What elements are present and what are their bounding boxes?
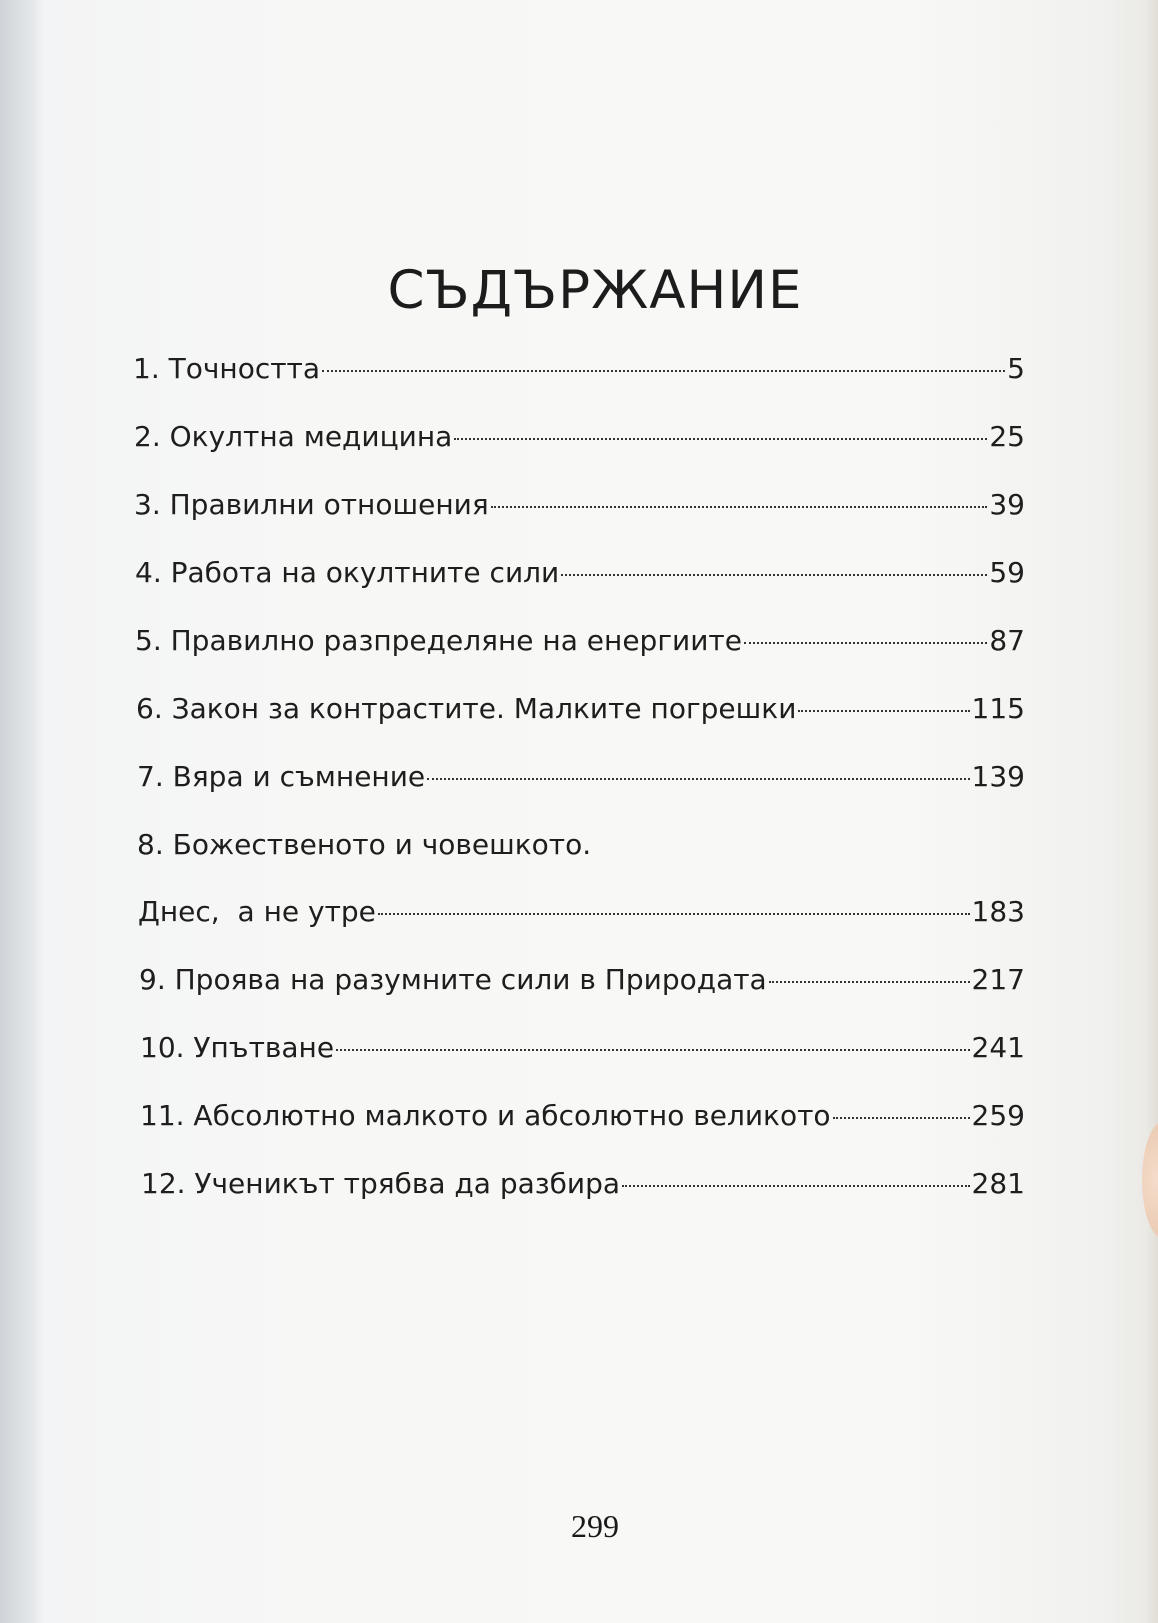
dot-leader [744,642,987,644]
toc-entry-title: 2. Окултна медицина [134,420,453,453]
toc-entry-title: 9. Проява на разумните сили в Природата [139,963,767,996]
toc-entry[interactable] [139,963,1025,996]
toc-entry[interactable] [138,895,1025,928]
toc-entry-page: 259 [971,1099,1025,1132]
toc-entry-title: 6. Закон за контрастите. Малките погрешки [136,692,797,725]
toc-entry[interactable] [134,420,1025,453]
page-title: СЪДЪРЖАНИЕ [387,259,803,321]
toc-entry-title: 4. Работа на окултните сили [135,556,560,589]
toc-entry-page: 115 [971,692,1025,725]
toc-entry-title: 3. Правилни отношения [134,488,489,521]
toc-entry[interactable] [135,556,1025,589]
dot-leader [378,913,970,915]
dot-leader [798,710,969,712]
toc-entry-page: 217 [971,963,1025,996]
toc-entry-title: 11. Абсолютно малкото и абсолютно великото [140,1099,831,1132]
toc-entry[interactable] [134,488,1025,521]
toc-entry-title: 5. Правилно разпределяне на енергиите [135,624,742,657]
toc-entry-page: 39 [989,488,1025,521]
toc-entry[interactable] [141,1167,1025,1200]
toc-entry-page: 139 [971,760,1025,793]
dot-leader [427,778,969,780]
toc-entry-title: 10. Упътване [140,1031,335,1064]
toc-entry-page: 59 [989,556,1025,589]
dot-leader [833,1117,970,1119]
toc-entry[interactable] [135,624,1025,657]
dot-leader [336,1049,969,1051]
toc-entry[interactable] [133,352,1025,385]
dot-leader [561,574,987,576]
toc-entry-title: Днес, а не утре [138,895,376,928]
toc-entry-page: 241 [971,1031,1025,1064]
toc-entry-page: 25 [989,420,1025,453]
dot-leader [322,370,1005,372]
toc-entry[interactable] [136,692,1025,725]
toc-entry-page: 5 [1007,352,1025,385]
toc-entry-page: 87 [989,624,1025,657]
dot-leader [769,981,970,983]
toc-entry-page: 281 [971,1167,1025,1200]
dot-leader [622,1185,969,1187]
toc-entry-title: 1. Точността [133,352,321,385]
toc-entry-title: 12. Ученикът трябва да разбира [141,1167,621,1200]
toc-entry-heading[interactable] [137,828,591,861]
toc-entry[interactable] [137,760,1025,793]
dot-leader [454,438,987,440]
toc-entry-title: 8. Божественото и човешкото. [137,828,592,861]
toc-entry-page: 183 [971,895,1025,928]
toc-entry[interactable] [140,1031,1025,1064]
toc-entry-title: 7. Вяра и съмнение [137,760,426,793]
page-number: 299 [571,1508,619,1544]
toc-entry[interactable] [140,1099,1025,1132]
dot-leader [491,506,988,508]
